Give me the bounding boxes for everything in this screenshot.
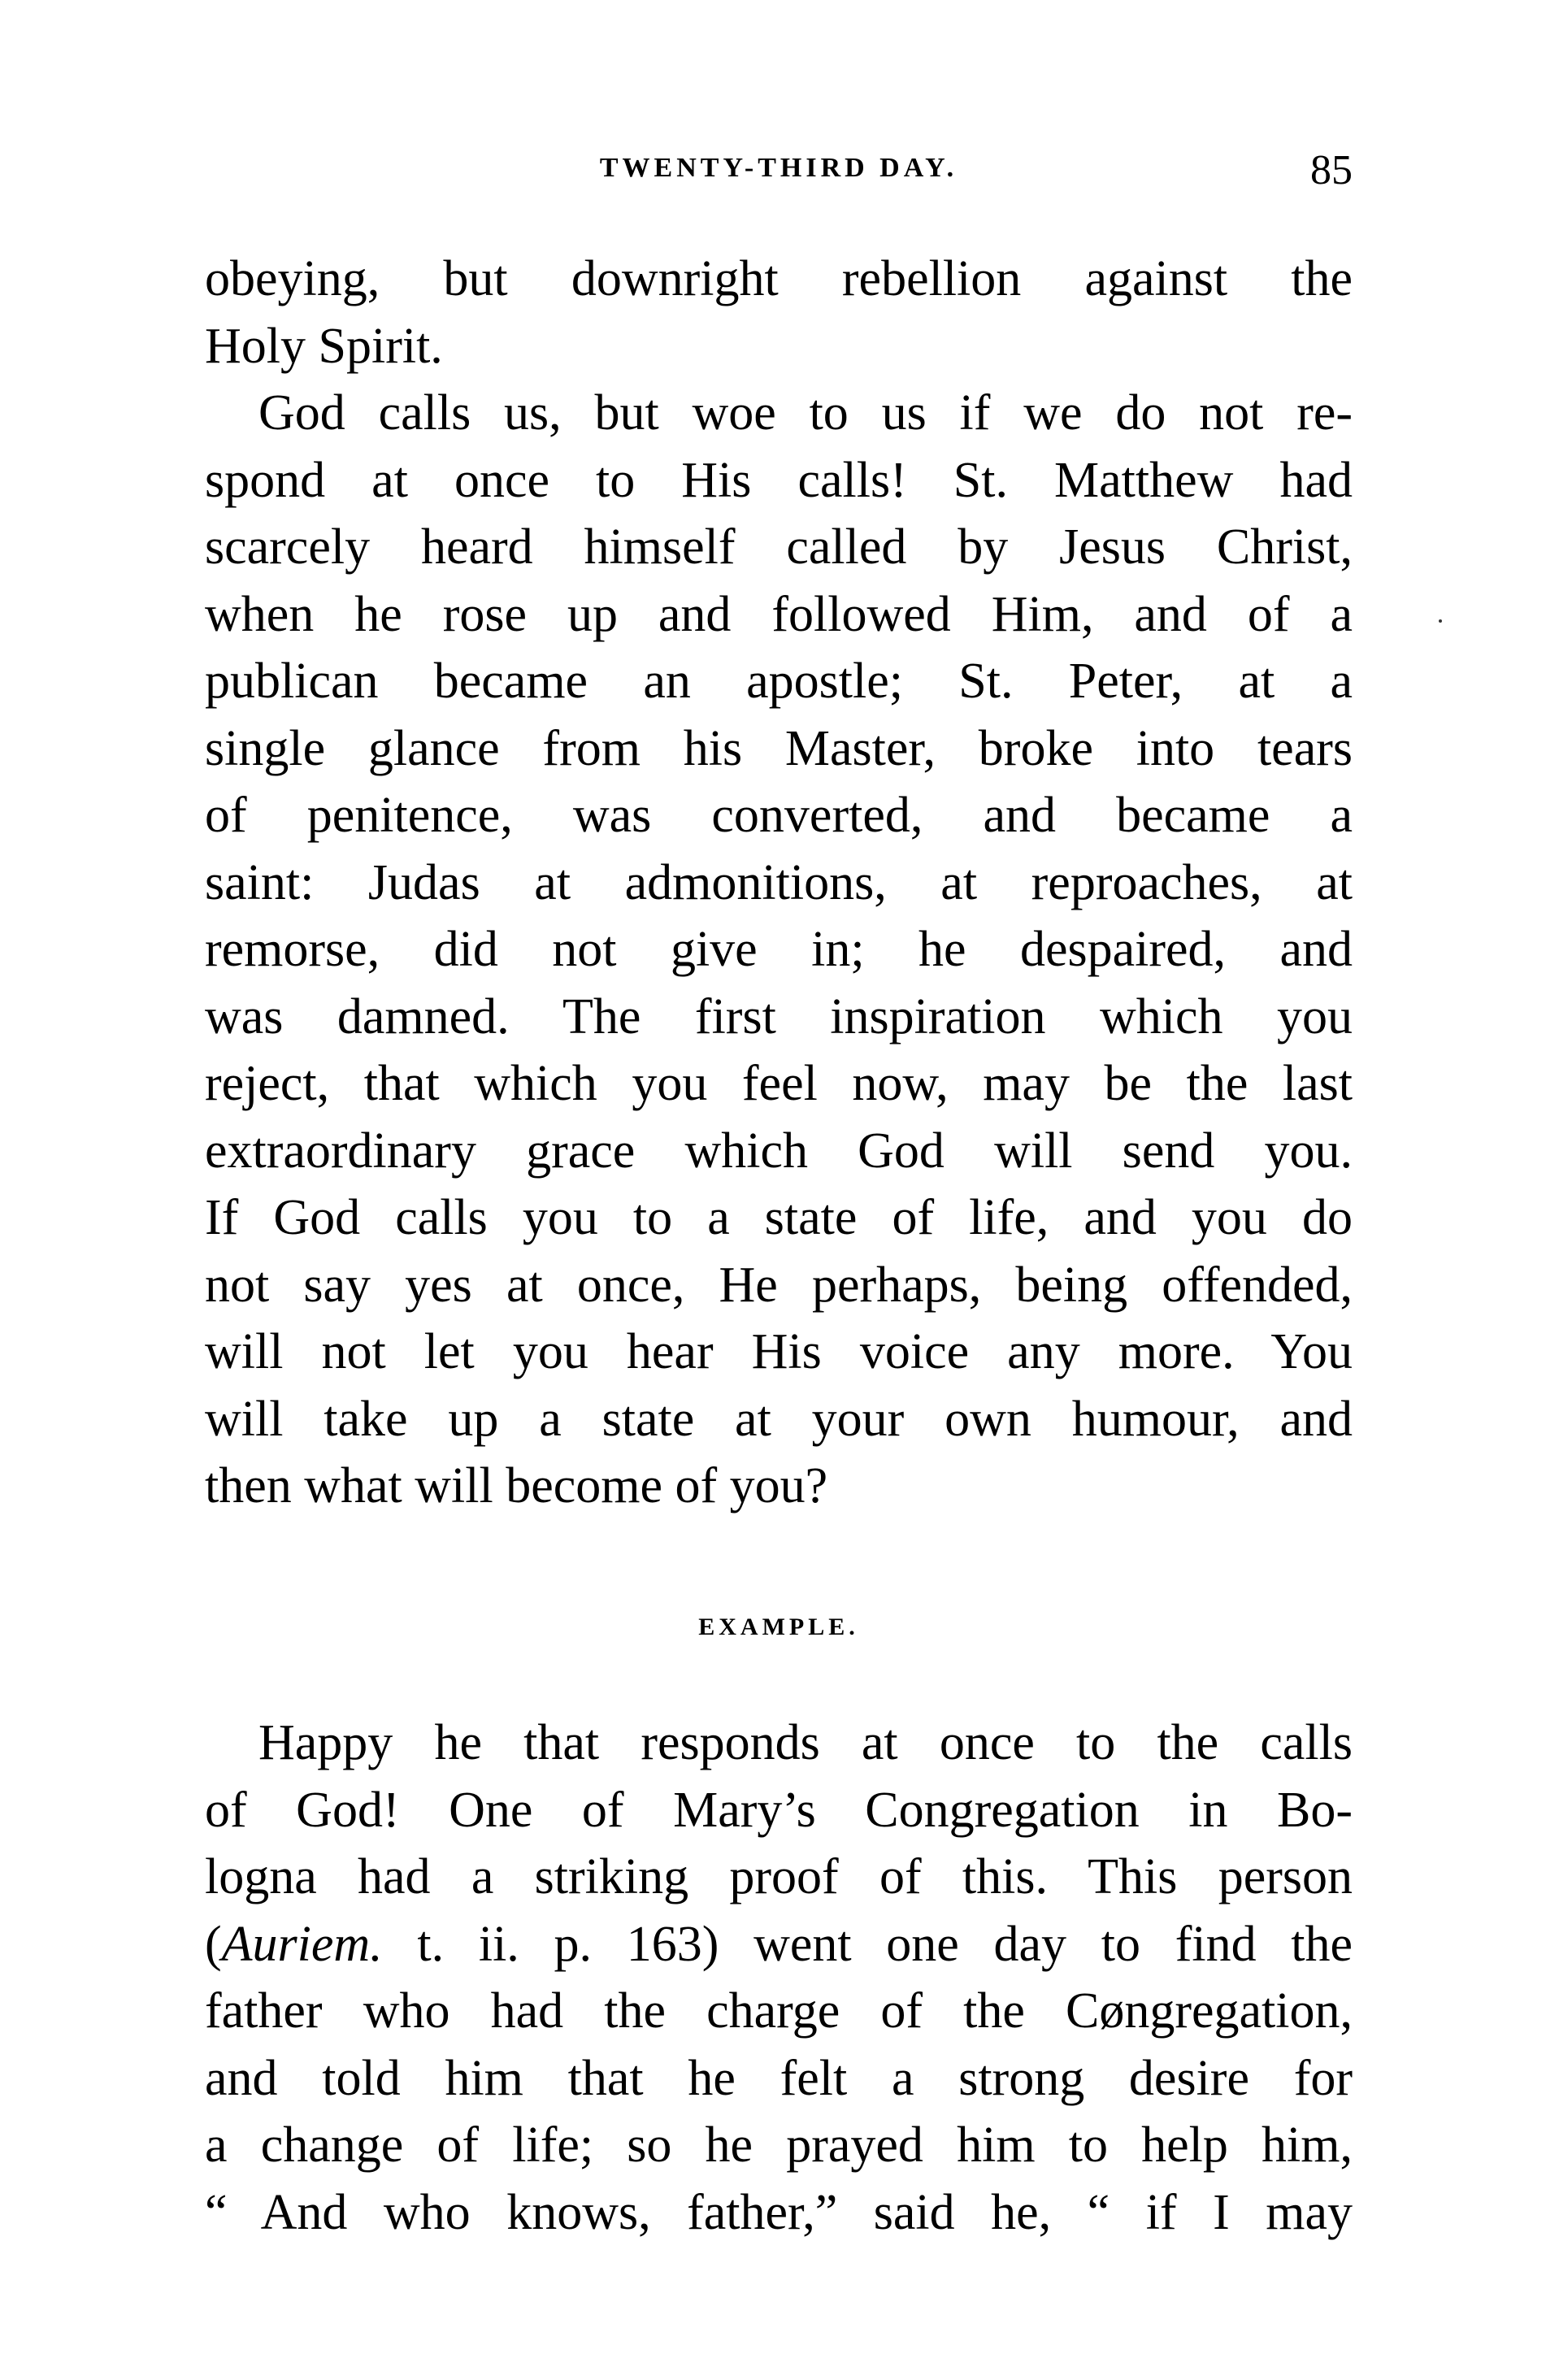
text-line: Holy Spirit. [205, 318, 443, 374]
paragraph-first-line: God calls us, but woe to us if we do not re- [258, 385, 1353, 441]
text-line: when he rose up and followed Him, and of a [205, 586, 1353, 642]
text-line: scarcely heard himself called by Jesus Christ, [205, 519, 1353, 575]
citation-open-paren: ( [205, 1916, 222, 1972]
running-head [205, 146, 1353, 211]
text-line: remorse, did not give in; he despaired, and [205, 922, 1353, 977]
text-line: “ And who knows, father,” said he, “ if I may [205, 2184, 1353, 2240]
text-line: was damned. The first inspiration which you [205, 988, 1353, 1045]
print-speck [1439, 619, 1442, 623]
text-line: will not let you hear His voice any more. You [205, 1324, 1353, 1379]
paragraph-first-line: Happy he that responds at once to the calls [258, 1715, 1353, 1770]
text-line-with-citation [205, 1911, 1353, 1978]
text-line-remainder: went one day to find the [753, 1916, 1353, 1972]
text-line: of God! One of Mary’s Congregation in Bo- [205, 1782, 1353, 1838]
text-line: saint: Judas at admonitions, at reproaches, at [205, 854, 1353, 910]
text-line: then what will become of you? [205, 1458, 828, 1514]
text-line: of penitence, was converted, and became a [205, 788, 1353, 843]
example-text [205, 1709, 1353, 2246]
text-line: publican became an apostle; St. Peter, at a [205, 654, 1353, 709]
text-line: obeying, but downright rebellion against the [205, 251, 1353, 306]
text-line: reject, that which you feel now, may be the last [205, 1056, 1353, 1111]
text-line: If God calls you to a state of life, and you do [205, 1190, 1353, 1245]
text-line: not say yes at once, He perhaps, being offended, [205, 1257, 1353, 1313]
citation-reference: t. ii. p. 163) [417, 1916, 719, 1972]
text-line: single glance from his Master, broke into tears [205, 720, 1353, 776]
citation-source: Auriem. [221, 1916, 383, 1972]
text-line: logna had a striking proof of this. This person [205, 1849, 1353, 1904]
text-line: a change of life; so he prayed him to help him, [205, 2117, 1353, 2173]
text-line: will take up a state at your own humour, and [205, 1391, 1353, 1447]
text-line: extraordinary grace which God will send you. [205, 1123, 1353, 1179]
text-line: spond at once to His calls! St. Matthew had [205, 452, 1353, 508]
page-number: 85 [1310, 147, 1353, 193]
section-heading: EXAMPLE. [698, 1613, 859, 1640]
body-text [205, 245, 1353, 1520]
running-title: TWENTY-THIRD DAY. [599, 153, 958, 183]
text-line: father who had the charge of the Cøngregation, [205, 1983, 1353, 2039]
text-line: and told him that he felt a strong desire for [205, 2050, 1353, 2106]
